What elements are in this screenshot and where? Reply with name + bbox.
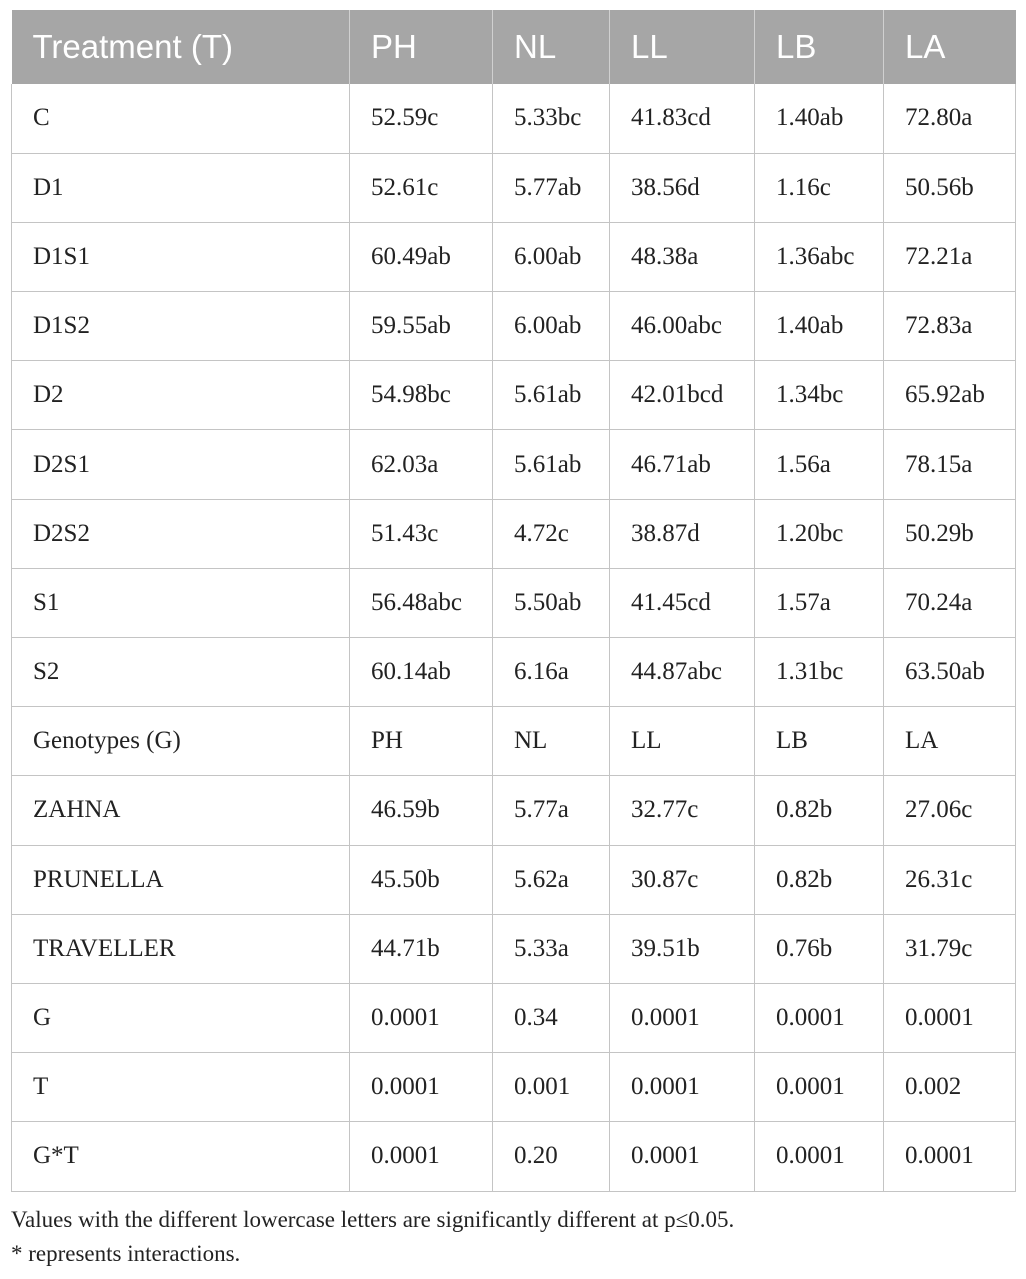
table-cell: 0.0001 bbox=[755, 1053, 884, 1122]
table-cell: 50.29b bbox=[884, 499, 1016, 568]
table-cell: 50.56b bbox=[884, 153, 1016, 222]
table-cell: 5.61ab bbox=[493, 430, 610, 499]
table-cell: 51.43c bbox=[350, 499, 493, 568]
table-cell: 60.14ab bbox=[350, 638, 493, 707]
table-row bbox=[12, 845, 1016, 914]
row-label-cell: G bbox=[12, 983, 350, 1052]
table-row bbox=[12, 776, 1016, 845]
table-cell: 0.0001 bbox=[350, 1122, 493, 1191]
column-header: NL bbox=[493, 10, 610, 84]
row-label-cell: D2S2 bbox=[12, 499, 350, 568]
table-body bbox=[12, 84, 1016, 1191]
row-label-cell: TRAVELLER bbox=[12, 914, 350, 983]
table-cell: 48.38a bbox=[610, 222, 755, 291]
table-cell: 41.45cd bbox=[610, 568, 755, 637]
table-footnotes bbox=[11, 1203, 734, 1271]
table-cell: 56.48abc bbox=[350, 568, 493, 637]
table-cell: 1.40ab bbox=[755, 292, 884, 361]
table-cell: 63.50ab bbox=[884, 638, 1016, 707]
table-cell: 72.80a bbox=[884, 84, 1016, 153]
table-row bbox=[12, 1053, 1016, 1122]
footnote-significance: Values with the different lowercase letters are significantly different at p≤0.05. bbox=[11, 1207, 735, 1232]
table-cell: LB bbox=[755, 707, 884, 776]
table-cell: 38.87d bbox=[610, 499, 755, 568]
table-row bbox=[12, 914, 1016, 983]
table-cell: 1.31bc bbox=[755, 638, 884, 707]
table-row bbox=[12, 499, 1016, 568]
table-cell: 39.51b bbox=[610, 914, 755, 983]
row-label-cell: D1S2 bbox=[12, 292, 350, 361]
results-table bbox=[11, 10, 1016, 1192]
table-cell: 0.0001 bbox=[350, 1053, 493, 1122]
table-cell: 54.98bc bbox=[350, 361, 493, 430]
table-cell: 5.33a bbox=[493, 914, 610, 983]
table-cell: 6.00ab bbox=[493, 222, 610, 291]
row-label-cell: Genotypes (G) bbox=[12, 707, 350, 776]
table-cell: 72.21a bbox=[884, 222, 1016, 291]
column-header: PH bbox=[350, 10, 493, 84]
table-cell: NL bbox=[493, 707, 610, 776]
table-cell: 5.62a bbox=[493, 845, 610, 914]
row-label-cell: ZAHNA bbox=[12, 776, 350, 845]
table-cell: 0.0001 bbox=[610, 1053, 755, 1122]
column-header: LA bbox=[884, 10, 1016, 84]
table-cell: 0.82b bbox=[755, 776, 884, 845]
table-cell: 1.56a bbox=[755, 430, 884, 499]
table-cell: LL bbox=[610, 707, 755, 776]
table-header-row bbox=[12, 10, 1016, 84]
row-label-cell: PRUNELLA bbox=[12, 845, 350, 914]
table-row bbox=[12, 292, 1016, 361]
table-cell: 46.00abc bbox=[610, 292, 755, 361]
table-cell: 0.0001 bbox=[884, 983, 1016, 1052]
table-cell: 0.0001 bbox=[350, 983, 493, 1052]
table-cell: 4.72c bbox=[493, 499, 610, 568]
table-cell: PH bbox=[350, 707, 493, 776]
footnote-interaction: * represents interactions. bbox=[11, 1241, 241, 1266]
table-cell: 5.61ab bbox=[493, 361, 610, 430]
table-row bbox=[12, 568, 1016, 637]
row-label-cell: D1 bbox=[12, 153, 350, 222]
table-container bbox=[11, 10, 1015, 1192]
table-row bbox=[12, 1122, 1016, 1191]
table-cell: 1.40ab bbox=[755, 84, 884, 153]
table-cell: 52.59c bbox=[350, 84, 493, 153]
row-label-cell: S2 bbox=[12, 638, 350, 707]
table-cell: 72.83a bbox=[884, 292, 1016, 361]
table-cell: 0.0001 bbox=[884, 1122, 1016, 1191]
row-label-cell: C bbox=[12, 84, 350, 153]
table-cell: 5.50ab bbox=[493, 568, 610, 637]
table-row bbox=[12, 638, 1016, 707]
table-cell: 41.83cd bbox=[610, 84, 755, 153]
row-label-cell: T bbox=[12, 1053, 350, 1122]
table-cell: 0.34 bbox=[493, 983, 610, 1052]
table-cell: 1.36abc bbox=[755, 222, 884, 291]
table-cell: 26.31c bbox=[884, 845, 1016, 914]
table-cell: 0.0001 bbox=[755, 983, 884, 1052]
table-row bbox=[12, 153, 1016, 222]
table-cell: 59.55ab bbox=[350, 292, 493, 361]
table-cell: 0.76b bbox=[755, 914, 884, 983]
table-row bbox=[12, 707, 1016, 776]
table-cell: 31.79c bbox=[884, 914, 1016, 983]
table-cell: 1.34bc bbox=[755, 361, 884, 430]
column-header: LL bbox=[610, 10, 755, 84]
table-cell: 1.57a bbox=[755, 568, 884, 637]
table-cell: 46.71ab bbox=[610, 430, 755, 499]
column-header: LB bbox=[755, 10, 884, 84]
table-cell: 6.00ab bbox=[493, 292, 610, 361]
table-cell: 60.49ab bbox=[350, 222, 493, 291]
table-cell: 1.20bc bbox=[755, 499, 884, 568]
row-label-cell: G*T bbox=[12, 1122, 350, 1191]
table-cell: 45.50b bbox=[350, 845, 493, 914]
table-cell: 1.16c bbox=[755, 153, 884, 222]
table-cell: 52.61c bbox=[350, 153, 493, 222]
table-row bbox=[12, 983, 1016, 1052]
table-cell: 0.20 bbox=[493, 1122, 610, 1191]
table-cell: 38.56d bbox=[610, 153, 755, 222]
table-cell: 0.001 bbox=[493, 1053, 610, 1122]
table-cell: 62.03a bbox=[350, 430, 493, 499]
table-cell: 44.87abc bbox=[610, 638, 755, 707]
table-cell: 70.24a bbox=[884, 568, 1016, 637]
row-label-cell: D1S1 bbox=[12, 222, 350, 291]
table-cell: 0.0001 bbox=[610, 983, 755, 1052]
table-cell: 0.0001 bbox=[610, 1122, 755, 1191]
table-cell: LA bbox=[884, 707, 1016, 776]
table-cell: 5.77ab bbox=[493, 153, 610, 222]
table-row bbox=[12, 361, 1016, 430]
table-row bbox=[12, 222, 1016, 291]
table-cell: 5.77a bbox=[493, 776, 610, 845]
table-cell: 0.82b bbox=[755, 845, 884, 914]
row-label-cell: D2S1 bbox=[12, 430, 350, 499]
table-cell: 78.15a bbox=[884, 430, 1016, 499]
table-cell: 42.01bcd bbox=[610, 361, 755, 430]
table-cell: 5.33bc bbox=[493, 84, 610, 153]
column-header: Treatment (T) bbox=[12, 10, 350, 84]
table-cell: 46.59b bbox=[350, 776, 493, 845]
table-cell: 0.002 bbox=[884, 1053, 1016, 1122]
table-cell: 32.77c bbox=[610, 776, 755, 845]
table-row bbox=[12, 430, 1016, 499]
row-label-cell: S1 bbox=[12, 568, 350, 637]
table-cell: 65.92ab bbox=[884, 361, 1016, 430]
table-row bbox=[12, 84, 1016, 153]
table-cell: 6.16a bbox=[493, 638, 610, 707]
table-cell: 30.87c bbox=[610, 845, 755, 914]
table-cell: 27.06c bbox=[884, 776, 1016, 845]
table-cell: 44.71b bbox=[350, 914, 493, 983]
row-label-cell: D2 bbox=[12, 361, 350, 430]
table-cell: 0.0001 bbox=[755, 1122, 884, 1191]
